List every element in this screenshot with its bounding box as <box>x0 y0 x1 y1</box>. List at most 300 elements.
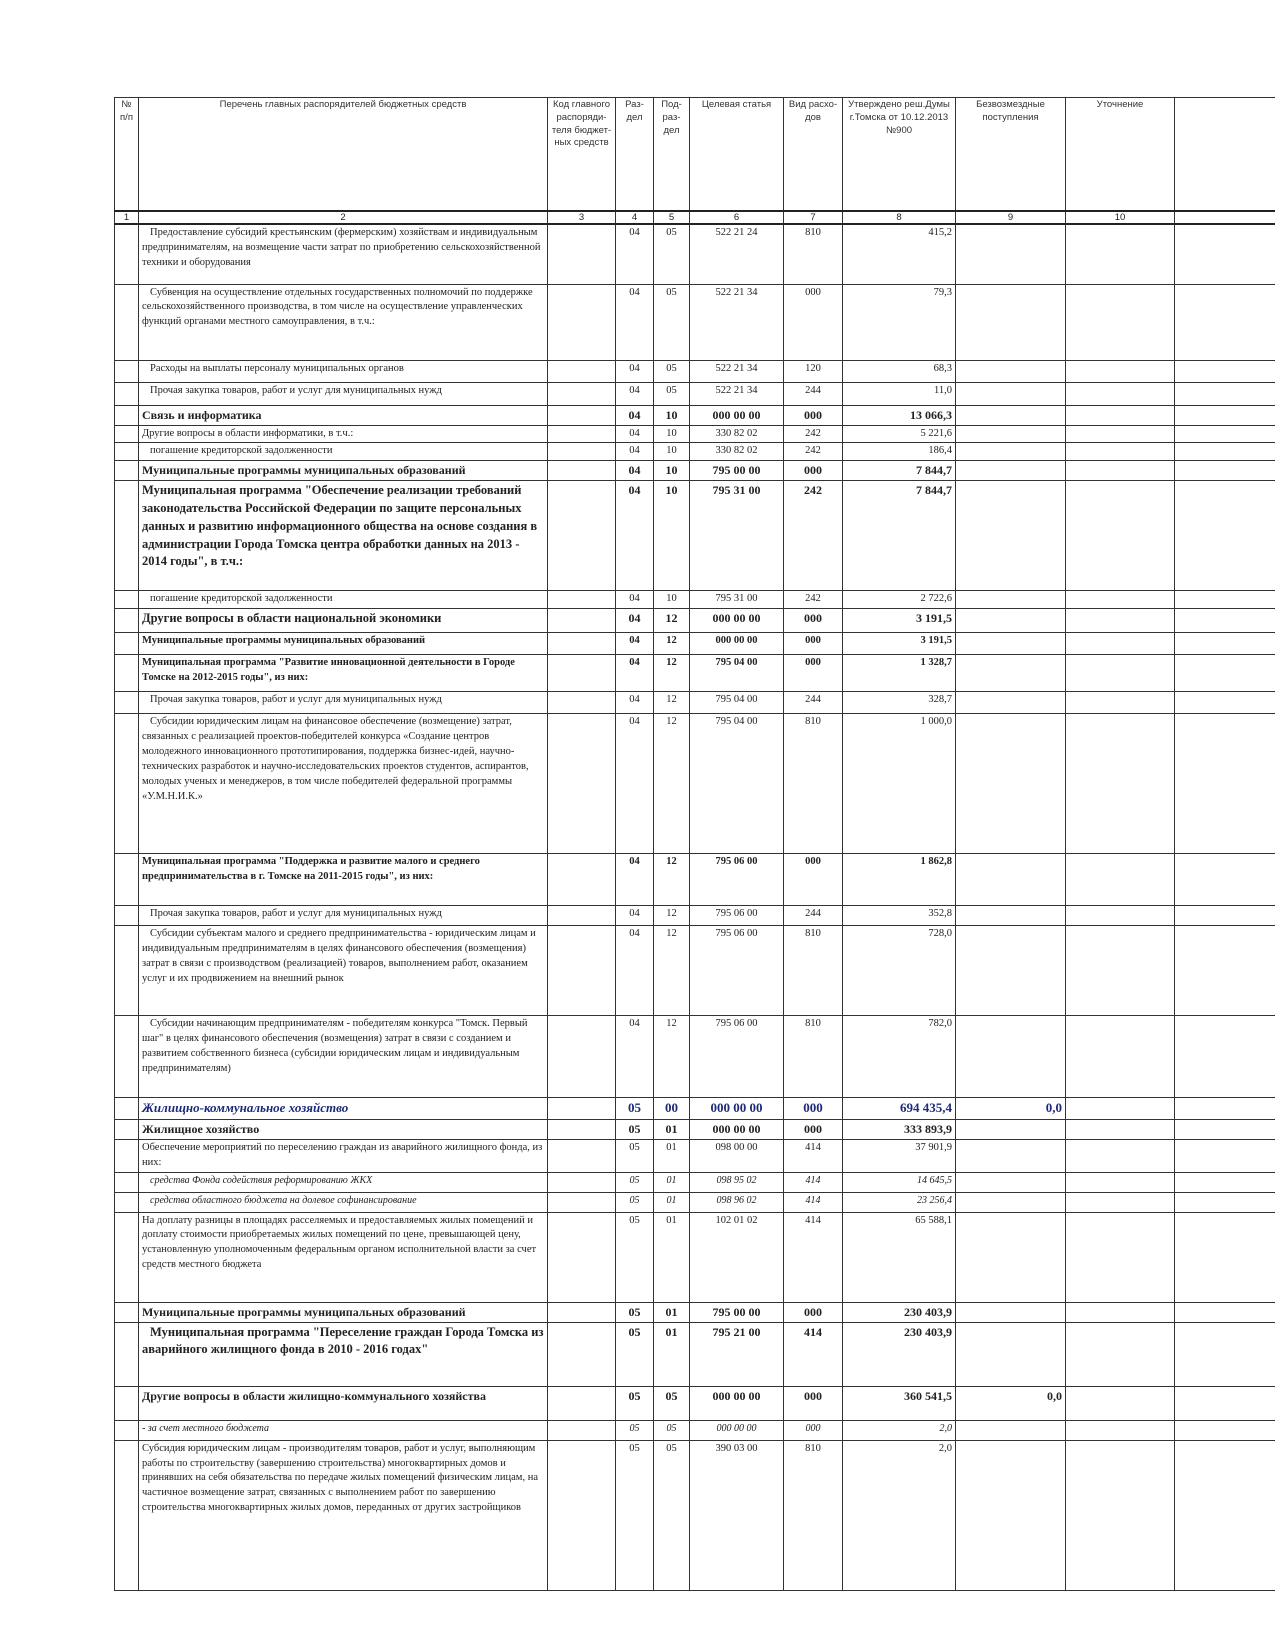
row-amount: 186,4 <box>843 443 956 461</box>
row-index <box>115 1098 139 1119</box>
table-row <box>115 1386 1275 1420</box>
row-razdel: 05 <box>616 1172 654 1192</box>
row-extra <box>1175 609 1275 633</box>
row-index <box>115 360 139 382</box>
row-vid: 810 <box>784 1440 843 1590</box>
table-row <box>115 926 1275 1016</box>
col-number: 4 <box>616 211 654 224</box>
row-clarification <box>1066 906 1175 926</box>
row-vid: 000 <box>784 1386 843 1420</box>
row-index <box>115 382 139 405</box>
row-amount: 7 844,7 <box>843 461 956 481</box>
row-statya: 102 01 02 <box>690 1212 784 1302</box>
row-statya: 000 00 00 <box>690 405 784 425</box>
row-gratuitous: 0,0 <box>956 1098 1066 1119</box>
row-index <box>115 854 139 906</box>
row-vid: 810 <box>784 1016 843 1098</box>
row-extra <box>1175 382 1275 405</box>
row-amount: 415,2 <box>843 224 956 284</box>
row-podrazdel: 01 <box>654 1212 690 1302</box>
row-podrazdel: 05 <box>654 382 690 405</box>
row-code <box>548 405 616 425</box>
row-extra <box>1175 224 1275 284</box>
row-code <box>548 1139 616 1172</box>
row-vid: 244 <box>784 906 843 926</box>
row-razdel: 04 <box>616 591 654 609</box>
row-podrazdel: 12 <box>654 655 690 692</box>
row-gratuitous <box>956 481 1066 591</box>
row-code <box>548 481 616 591</box>
row-name: Муниципальные программы муниципальных образований <box>139 1302 548 1322</box>
table-row <box>115 1139 1275 1172</box>
row-statya: 522 21 34 <box>690 360 784 382</box>
row-podrazdel: 12 <box>654 906 690 926</box>
row-vid: 244 <box>784 382 843 405</box>
row-razdel: 05 <box>616 1386 654 1420</box>
header-num: № п/п <box>115 98 139 212</box>
row-razdel: 04 <box>616 360 654 382</box>
header-clarification: Уточнение <box>1066 98 1175 212</box>
row-code <box>548 609 616 633</box>
row-name: Субсидии юридическим лицам на финансовое обеспечение (возмещение) затрат, связанных с реализацией проектов-победителей конкурса «Создание центров молодежного инновационного прототипирования, поддержка бизнес-идей, научно-технических разработок и научно-исследовательских проектов студентов, аспирантов, молодых ученых и менеджеров, в том числе победителей федеральной программы «У.М.Н.И.К.» <box>139 714 548 854</box>
row-code <box>548 1172 616 1192</box>
row-extra <box>1175 360 1275 382</box>
row-podrazdel: 00 <box>654 1098 690 1119</box>
row-vid: 000 <box>784 633 843 655</box>
row-gratuitous <box>956 1192 1066 1212</box>
row-index <box>115 714 139 854</box>
row-razdel: 05 <box>616 1420 654 1440</box>
row-gratuitous <box>956 1322 1066 1386</box>
row-extra <box>1175 692 1275 714</box>
row-amount: 1 000,0 <box>843 714 956 854</box>
row-gratuitous <box>956 461 1066 481</box>
row-code <box>548 224 616 284</box>
row-extra <box>1175 1212 1275 1302</box>
row-razdel: 04 <box>616 224 654 284</box>
row-code <box>548 360 616 382</box>
row-vid: 000 <box>784 1420 843 1440</box>
row-razdel: 05 <box>616 1098 654 1119</box>
table-row <box>115 633 1275 655</box>
row-statya: 390 03 00 <box>690 1440 784 1590</box>
row-clarification <box>1066 1440 1175 1590</box>
row-clarification <box>1066 1386 1175 1420</box>
row-amount: 2,0 <box>843 1440 956 1590</box>
row-podrazdel: 05 <box>654 284 690 360</box>
row-code <box>548 1420 616 1440</box>
row-extra <box>1175 926 1275 1016</box>
row-amount: 230 403,9 <box>843 1322 956 1386</box>
row-statya: 522 21 34 <box>690 284 784 360</box>
row-razdel: 04 <box>616 461 654 481</box>
row-statya: 795 31 00 <box>690 481 784 591</box>
row-code <box>548 655 616 692</box>
row-code <box>548 284 616 360</box>
row-statya: 000 00 00 <box>690 1098 784 1119</box>
row-podrazdel: 12 <box>654 692 690 714</box>
row-razdel: 04 <box>616 655 654 692</box>
row-code <box>548 633 616 655</box>
row-razdel: 05 <box>616 1212 654 1302</box>
row-code <box>548 443 616 461</box>
row-gratuitous <box>956 609 1066 633</box>
table-row <box>115 1016 1275 1098</box>
row-clarification <box>1066 1172 1175 1192</box>
row-index <box>115 425 139 443</box>
row-amount: 37 901,9 <box>843 1139 956 1172</box>
row-vid: 000 <box>784 609 843 633</box>
row-clarification <box>1066 1192 1175 1212</box>
row-razdel: 05 <box>616 1440 654 1590</box>
row-podrazdel: 05 <box>654 1420 690 1440</box>
row-razdel: 04 <box>616 443 654 461</box>
row-clarification <box>1066 382 1175 405</box>
row-amount: 11,0 <box>843 382 956 405</box>
row-razdel: 04 <box>616 692 654 714</box>
row-vid: 242 <box>784 481 843 591</box>
row-clarification <box>1066 481 1175 591</box>
row-name: Муниципальные программы муниципальных образований <box>139 461 548 481</box>
row-vid: 414 <box>784 1212 843 1302</box>
table-row <box>115 481 1275 591</box>
row-name: Субвенция на осуществление отдельных государственных полномочий по поддержке сельскохозяйственного производства, в том числе на осуществление управленческих функций органами местного самоуправления, в т.ч.: <box>139 284 548 360</box>
table-row <box>115 591 1275 609</box>
row-extra <box>1175 1016 1275 1098</box>
row-vid: 000 <box>784 461 843 481</box>
table-row <box>115 1172 1275 1192</box>
row-extra <box>1175 1386 1275 1420</box>
row-statya: 795 06 00 <box>690 1016 784 1098</box>
col-number: 5 <box>654 211 690 224</box>
row-index <box>115 655 139 692</box>
table-row <box>115 1212 1275 1302</box>
table-row <box>115 1322 1275 1386</box>
row-extra <box>1175 906 1275 926</box>
row-gratuitous <box>956 906 1066 926</box>
row-extra <box>1175 1098 1275 1119</box>
row-statya: 795 00 00 <box>690 1302 784 1322</box>
row-clarification <box>1066 1139 1175 1172</box>
row-vid: 000 <box>784 405 843 425</box>
row-podrazdel: 12 <box>654 633 690 655</box>
row-amount: 13 066,3 <box>843 405 956 425</box>
row-statya: 000 00 00 <box>690 633 784 655</box>
row-gratuitous <box>956 1172 1066 1192</box>
table-row <box>115 224 1275 284</box>
row-clarification <box>1066 655 1175 692</box>
row-extra <box>1175 1192 1275 1212</box>
budget-table-sheet <box>114 97 1275 1650</box>
row-name: Муниципальная программа "Поддержка и развитие малого и среднего предпринимательства в г. Томске на 2011-2015 годы", из них: <box>139 854 548 906</box>
row-name: Муниципальная программа "Переселение граждан Города Томска из аварийного жилищного фонда в 2010 - 2016 годах" <box>139 1322 548 1386</box>
row-gratuitous <box>956 1420 1066 1440</box>
row-amount: 14 645,5 <box>843 1172 956 1192</box>
header-vid: Вид расхо-дов <box>784 98 843 212</box>
row-gratuitous <box>956 1119 1066 1139</box>
row-vid: 000 <box>784 1302 843 1322</box>
table-row <box>115 1192 1275 1212</box>
row-name: Другие вопросы в области жилищно-коммунального хозяйства <box>139 1386 548 1420</box>
row-vid: 242 <box>784 443 843 461</box>
row-razdel: 04 <box>616 633 654 655</box>
row-clarification <box>1066 609 1175 633</box>
row-gratuitous <box>956 926 1066 1016</box>
row-vid: 000 <box>784 1119 843 1139</box>
row-clarification <box>1066 405 1175 425</box>
row-index <box>115 481 139 591</box>
row-name: Жилищно-коммунальное хозяйство <box>139 1098 548 1119</box>
row-name: На доплату разницы в площадях расселяемых и предоставляемых жилых помещений и доплату стоимости приобретаемых жилых помещений по цене, превышающей цену, установленную уполномоченным федеральным органом исполнительной власти за счет средств местного бюджета <box>139 1212 548 1302</box>
budget-table <box>114 97 1275 1591</box>
header-gratuitous: Безвозмездные поступления <box>956 98 1066 212</box>
row-index <box>115 1172 139 1192</box>
row-code <box>548 1322 616 1386</box>
row-extra <box>1175 854 1275 906</box>
row-clarification <box>1066 591 1175 609</box>
row-razdel: 04 <box>616 405 654 425</box>
row-gratuitous <box>956 1302 1066 1322</box>
row-podrazdel: 12 <box>654 714 690 854</box>
row-amount: 2 722,6 <box>843 591 956 609</box>
row-statya: 000 00 00 <box>690 609 784 633</box>
row-podrazdel: 01 <box>654 1192 690 1212</box>
row-gratuitous <box>956 655 1066 692</box>
row-razdel: 04 <box>616 481 654 591</box>
col-number: 10 <box>1066 211 1175 224</box>
row-statya: 795 04 00 <box>690 692 784 714</box>
table-row <box>115 425 1275 443</box>
row-clarification <box>1066 443 1175 461</box>
row-vid: 414 <box>784 1192 843 1212</box>
row-podrazdel: 01 <box>654 1139 690 1172</box>
row-vid: 242 <box>784 591 843 609</box>
row-razdel: 04 <box>616 425 654 443</box>
row-clarification <box>1066 425 1175 443</box>
row-podrazdel: 10 <box>654 405 690 425</box>
row-amount: 3 191,5 <box>843 633 956 655</box>
row-amount: 5 221,6 <box>843 425 956 443</box>
row-clarification <box>1066 360 1175 382</box>
row-amount: 728,0 <box>843 926 956 1016</box>
row-code <box>548 714 616 854</box>
row-name: Муниципальная программа "Развитие инновационной деятельности в Городе Томске на 2012-2015 годы", из них: <box>139 655 548 692</box>
row-razdel: 04 <box>616 854 654 906</box>
row-amount: 360 541,5 <box>843 1386 956 1420</box>
row-clarification <box>1066 1322 1175 1386</box>
row-amount: 1 862,8 <box>843 854 956 906</box>
row-index <box>115 591 139 609</box>
table-row <box>115 1119 1275 1139</box>
row-podrazdel: 10 <box>654 425 690 443</box>
row-index <box>115 224 139 284</box>
row-statya: 330 82 02 <box>690 425 784 443</box>
row-razdel: 04 <box>616 926 654 1016</box>
table-row <box>115 609 1275 633</box>
row-extra <box>1175 1420 1275 1440</box>
table-row <box>115 906 1275 926</box>
row-clarification <box>1066 284 1175 360</box>
row-name: Обеспечение мероприятий по переселению граждан из аварийного жилищного фонда, из них: <box>139 1139 548 1172</box>
row-index <box>115 633 139 655</box>
row-gratuitous <box>956 360 1066 382</box>
row-index <box>115 609 139 633</box>
row-podrazdel: 10 <box>654 481 690 591</box>
table-row <box>115 1420 1275 1440</box>
header-name: Перечень главных распорядителей бюджетных средств <box>139 98 548 212</box>
row-podrazdel: 01 <box>654 1302 690 1322</box>
row-index <box>115 692 139 714</box>
row-name: Субсидии начинающим предпринимателям - победителям конкурса "Томск. Первый шаг" в целях финансового обеспечения (возмещения) затрат в связи с созданием и развитием собственного бизнеса (субсидии юридическим лицам и индивидуальным предпринимателям) <box>139 1016 548 1098</box>
row-clarification <box>1066 633 1175 655</box>
row-name: Прочая закупка товаров, работ и услуг для муниципальных нужд <box>139 906 548 926</box>
row-code <box>548 692 616 714</box>
row-index <box>115 1192 139 1212</box>
row-clarification <box>1066 1212 1175 1302</box>
row-statya: 330 82 02 <box>690 443 784 461</box>
table-body <box>115 224 1275 1590</box>
row-index <box>115 1139 139 1172</box>
row-amount: 2,0 <box>843 1420 956 1440</box>
row-podrazdel: 05 <box>654 360 690 382</box>
col-number: 2 <box>139 211 548 224</box>
row-name: Жилищное хозяйство <box>139 1119 548 1139</box>
row-index <box>115 1420 139 1440</box>
column-number-row <box>115 211 1275 224</box>
row-gratuitous <box>956 284 1066 360</box>
row-name: средства областного бюджета на долевое софинансирование <box>139 1192 548 1212</box>
row-extra <box>1175 633 1275 655</box>
row-podrazdel: 10 <box>654 591 690 609</box>
row-index <box>115 1119 139 1139</box>
row-name: погашение кредиторской задолженности <box>139 443 548 461</box>
row-clarification <box>1066 224 1175 284</box>
row-podrazdel: 05 <box>654 1440 690 1590</box>
row-extra <box>1175 481 1275 591</box>
row-index <box>115 906 139 926</box>
row-extra <box>1175 443 1275 461</box>
row-code <box>548 1119 616 1139</box>
row-statya: 795 06 00 <box>690 906 784 926</box>
table-row <box>115 382 1275 405</box>
row-name: Прочая закупка товаров, работ и услуг для муниципальных нужд <box>139 692 548 714</box>
row-name: Прочая закупка товаров, работ и услуг для муниципальных нужд <box>139 382 548 405</box>
row-amount: 694 435,4 <box>843 1098 956 1119</box>
row-statya: 795 21 00 <box>690 1322 784 1386</box>
row-gratuitous <box>956 224 1066 284</box>
row-vid: 000 <box>784 655 843 692</box>
row-code <box>548 1192 616 1212</box>
row-name: Другие вопросы в области информатики, в т.ч.: <box>139 425 548 443</box>
row-code <box>548 1440 616 1590</box>
row-clarification <box>1066 714 1175 854</box>
table-row <box>115 284 1275 360</box>
row-name: Муниципальная программа "Обеспечение реализации требований законодательства Российской Федерации по защите персональных данных и развитию информационного общества на основе создания в администрации Города Томска центра обработки данных на 2013 - 2014 годы", в т.ч.: <box>139 481 548 591</box>
row-statya: 795 31 00 <box>690 591 784 609</box>
row-statya: 000 00 00 <box>690 1119 784 1139</box>
row-statya: 795 04 00 <box>690 655 784 692</box>
table-row <box>115 692 1275 714</box>
header-code: Код главного распоряди-теля бюджет-ных средств <box>548 98 616 212</box>
row-name: погашение кредиторской задолженности <box>139 591 548 609</box>
row-clarification <box>1066 854 1175 906</box>
row-gratuitous <box>956 692 1066 714</box>
table-row <box>115 714 1275 854</box>
row-statya: 522 21 24 <box>690 224 784 284</box>
row-podrazdel: 12 <box>654 854 690 906</box>
row-podrazdel: 10 <box>654 461 690 481</box>
row-name: Муниципальные программы муниципальных образований <box>139 633 548 655</box>
row-name: средства Фонда содействия реформированию ЖКХ <box>139 1172 548 1192</box>
row-index <box>115 1322 139 1386</box>
row-gratuitous: 0,0 <box>956 1386 1066 1420</box>
row-vid: 000 <box>784 284 843 360</box>
row-index <box>115 284 139 360</box>
row-vid: 810 <box>784 714 843 854</box>
row-index <box>115 1302 139 1322</box>
row-vid: 810 <box>784 926 843 1016</box>
row-statya: 795 04 00 <box>690 714 784 854</box>
row-extra <box>1175 284 1275 360</box>
row-podrazdel: 01 <box>654 1172 690 1192</box>
row-gratuitous <box>956 633 1066 655</box>
col-number: 7 <box>784 211 843 224</box>
row-code <box>548 906 616 926</box>
row-razdel: 04 <box>616 1016 654 1098</box>
row-statya: 098 96 02 <box>690 1192 784 1212</box>
row-razdel: 04 <box>616 609 654 633</box>
row-code <box>548 382 616 405</box>
table-row <box>115 360 1275 382</box>
row-vid: 414 <box>784 1172 843 1192</box>
row-razdel: 05 <box>616 1119 654 1139</box>
row-amount: 333 893,9 <box>843 1119 956 1139</box>
row-amount: 328,7 <box>843 692 956 714</box>
row-vid: 414 <box>784 1139 843 1172</box>
row-gratuitous <box>956 1440 1066 1590</box>
row-vid: 414 <box>784 1322 843 1386</box>
row-statya: 000 00 00 <box>690 1386 784 1420</box>
row-extra <box>1175 1440 1275 1590</box>
row-podrazdel: 01 <box>654 1119 690 1139</box>
row-razdel: 05 <box>616 1322 654 1386</box>
row-clarification <box>1066 1119 1175 1139</box>
row-extra <box>1175 714 1275 854</box>
row-extra <box>1175 461 1275 481</box>
row-gratuitous <box>956 1016 1066 1098</box>
row-razdel: 04 <box>616 284 654 360</box>
header-approved: Утверждено реш.Думы г.Томска от 10.12.2013 №900 <box>843 98 956 212</box>
row-clarification <box>1066 692 1175 714</box>
row-index <box>115 926 139 1016</box>
row-index <box>115 461 139 481</box>
row-name: Связь и информатика <box>139 405 548 425</box>
table-row <box>115 655 1275 692</box>
row-code <box>548 461 616 481</box>
row-amount: 68,3 <box>843 360 956 382</box>
row-gratuitous <box>956 405 1066 425</box>
row-code <box>548 1098 616 1119</box>
row-razdel: 04 <box>616 382 654 405</box>
row-index <box>115 1386 139 1420</box>
row-extra <box>1175 1322 1275 1386</box>
row-razdel: 05 <box>616 1302 654 1322</box>
col-number: 9 <box>956 211 1066 224</box>
row-podrazdel: 01 <box>654 1322 690 1386</box>
row-amount: 79,3 <box>843 284 956 360</box>
row-gratuitous <box>956 1139 1066 1172</box>
row-amount: 782,0 <box>843 1016 956 1098</box>
